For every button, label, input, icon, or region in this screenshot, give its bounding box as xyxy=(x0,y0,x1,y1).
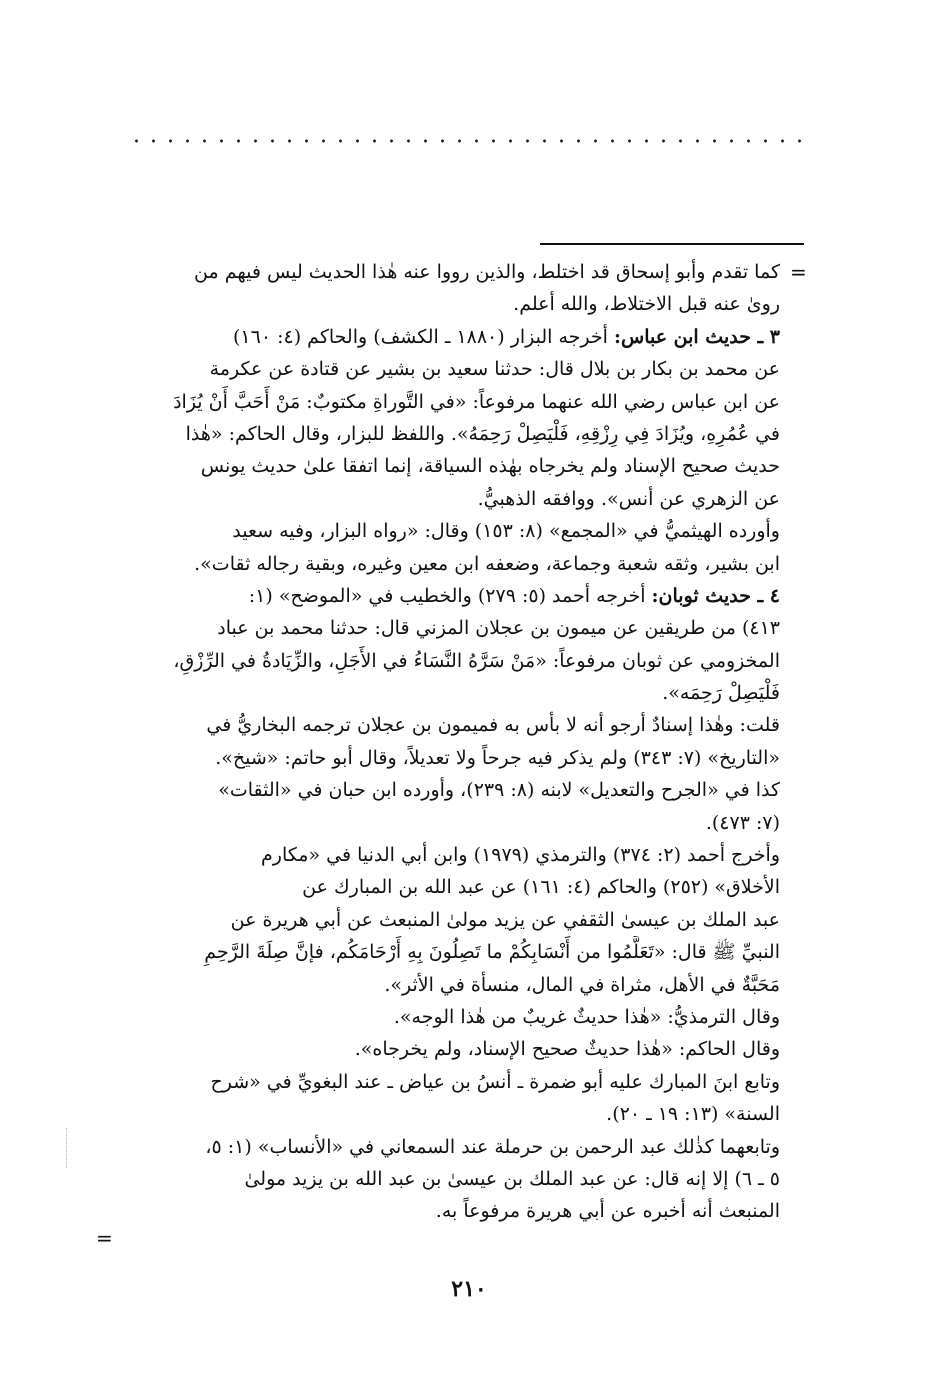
text-line xyxy=(112,1098,780,1130)
line-text: عن محمد بن بكار بن بلال قال: حدثنا سعيد بن بشير عن قتادة عن عكرمة xyxy=(209,358,780,381)
text-line xyxy=(112,742,780,774)
text-line xyxy=(112,386,780,418)
text-line xyxy=(112,1033,780,1065)
line-text: أخرجه أحمد (٥: ٢٧٩) والخطيب في «الموضح» (١: xyxy=(248,584,652,607)
section-heading: ٤ ـ حديث ثوبان: xyxy=(651,584,780,607)
line-text: عبد الملك بن عيسىٰ الثقفي عن يزيد مولىٰ المنبعث عن أبي هريرة عن xyxy=(230,908,780,931)
line-text: عن الزهري عن أنس». ووافقه الذهبيُّ. xyxy=(477,487,780,510)
text-line xyxy=(112,904,780,936)
text-line xyxy=(112,450,780,482)
text-line xyxy=(112,677,780,709)
line-text: أخرجه البزار (١٨٨٠ ـ الكشف) والحاكم (٤: ١٦٠) xyxy=(233,325,614,348)
line-text: روىٰ عنه قبل الاختلاط، والله أعلم. xyxy=(513,293,780,316)
line-text: مَحَبَّةٌ في الأهل، مثراة في المال، منسأة في الأثر». xyxy=(384,973,780,996)
line-text: وتابعهما كذٰلك عبد الرحمن بن حرملة عند السمعاني في «الأنساب» (١: ٥، xyxy=(205,1135,780,1158)
line-text: السنة» (١٣: ١٩ ـ ٢٠). xyxy=(606,1103,780,1126)
line-text: المخزومي عن ثوبان مرفوعاً: «مَنْ سَرَّهُ النَّسَاءُ في الأَجَلِ، والزِّيَادةُ في الرِّزْقِ، xyxy=(173,649,780,672)
line-text: كما تقدم وأبو إسحاق قد اختلط، والذين رووا عنه هٰذا الحديث ليس فيهم من xyxy=(194,261,780,283)
continuation-mark-top: = xyxy=(790,260,807,284)
line-text: ابن بشير، وثقه شعبة وجماعة، وضعفه ابن معين وغيره، وبقية رجاله ثقات». xyxy=(194,552,780,575)
line-text: النبيِّ ﷺ قال: «تَعَلَّمُوا من أَنْسَابِكُمْ ما تَصِلُونَ بِهِ أَرْحَامَكُم، فإنَّ صِلَةَ الرَّحِمِ xyxy=(204,941,780,964)
text-line xyxy=(112,871,780,903)
footnote-text xyxy=(112,256,780,1228)
line-text: وتابع ابنَ المبارك عليه أبو ضمرة ـ أنسُ بن عياض ـ عند البغويِّ في «شرح xyxy=(210,1070,780,1093)
text-line xyxy=(112,288,780,320)
text-line xyxy=(112,969,780,1001)
text-line xyxy=(112,256,780,288)
section-heading: ٣ ـ حديث ابن عباس: xyxy=(613,325,780,348)
line-text: الأخلاق» (٢٥٢) والحاكم (٤: ١٦١) عن عبد الله بن المبارك عن xyxy=(302,876,780,899)
text-line xyxy=(112,1001,780,1033)
footnote-rule xyxy=(540,243,804,245)
text-line xyxy=(112,807,780,839)
line-text: وقال الحاكم: «هٰذا حديثٌ صحيح الإسناد، ولم يخرجاه». xyxy=(354,1038,780,1061)
line-text: وقال الترمذيُّ: «هٰذا حديثٌ غريبٌ من هٰذا الوجه». xyxy=(393,1005,780,1028)
page-number: ٢١٠ xyxy=(451,1276,487,1302)
line-text: فَلْيَصِلْ رَحِمَه». xyxy=(662,682,780,705)
text-line xyxy=(112,418,780,450)
text-line xyxy=(112,709,780,741)
line-text: كذا في «الجرح والتعديل» لابنه (٨: ٢٣٩)، وأورده ابن حبان في «الثقات» xyxy=(218,779,780,802)
line-text: «التاريخ» (٧: ٣٤٣) ولم يذكر فيه جرحاً ولا تعديلاً، وقال أبو حاتم: «شيخ». xyxy=(215,746,780,769)
text-line xyxy=(112,1066,780,1098)
text-line xyxy=(112,353,780,385)
line-text: وأورده الهيثميُّ في «المجمع» (٨: ١٥٣) وقال: «رواه البزار، وفيه سعيد xyxy=(232,520,780,543)
line-text: المنبعث أنه أخبره عن أبي هريرة مرفوعاً به. xyxy=(435,1200,780,1223)
text-line xyxy=(112,515,780,547)
continuation-mark-bottom: = xyxy=(96,1226,113,1250)
line-text: ٤١٣) من طريقين عن ميمون بن عجلان المزني قال: حدثنا محمد بن عباد xyxy=(217,617,780,640)
text-line xyxy=(112,645,780,677)
line-text: في عُمُرِهِ، ويُزَادَ فِي رِزْقِهِ، فَلْيَصِلْ رَحِمَهُ». واللفظ للبزار، وقال الحاكم: «هٰذا xyxy=(185,422,780,445)
text-line xyxy=(112,1195,780,1227)
text-line xyxy=(112,1131,780,1163)
line-text: عن ابن عباس رضي الله عنهما مرفوعاً: «في التَّوراةِ مكتوبٌ: مَنْ أَحَبَّ أَنْ يُزَادَ xyxy=(173,390,780,413)
text-line xyxy=(112,321,780,353)
text-line xyxy=(112,580,780,612)
dotted-separator xyxy=(128,138,804,144)
text-line xyxy=(112,774,780,806)
line-text: (٧: ٤٧٣). xyxy=(705,811,780,834)
scan-artifact xyxy=(66,1128,68,1168)
text-line xyxy=(112,548,780,580)
text-line xyxy=(112,936,780,968)
text-line xyxy=(112,839,780,871)
text-line xyxy=(112,483,780,515)
line-text: وأخرج أحمد (٢: ٣٧٤) والترمذي (١٩٧٩) وابن أبي الدنيا في «مكارم xyxy=(261,844,780,867)
text-line xyxy=(112,612,780,644)
line-text: قلت: وهٰذا إسنادٌ أرجو أنه لا بأس به فميمون بن عجلان ترجمه البخاريُّ في xyxy=(206,714,780,737)
text-line xyxy=(112,1163,780,1195)
line-text: ٥ ـ ٦) إلا إنه قال: عن عبد الملك بن عيسىٰ بن عبد الله بن يزيد مولىٰ xyxy=(244,1167,780,1190)
line-text: حديث صحيح الإسناد ولم يخرجاه بهٰذه السياقة، إنما اتفقا علىٰ حديث يونس xyxy=(200,455,780,478)
